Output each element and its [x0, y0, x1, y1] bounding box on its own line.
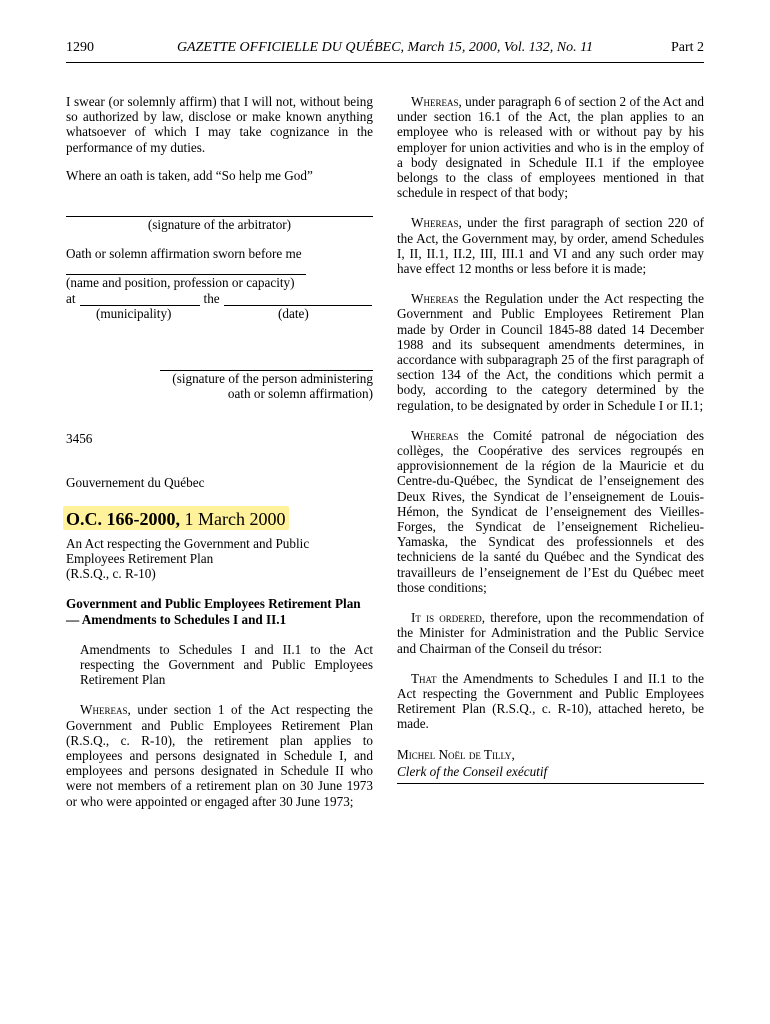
person-signature-caption-1: (signature of the person administering	[172, 371, 373, 387]
whereas-lead-4: Whereas	[411, 291, 459, 307]
document-number: 3456	[66, 431, 93, 447]
clerk-name: Michel Noël de Tilly,	[397, 746, 515, 762]
page-header	[66, 40, 704, 60]
that-text: the Amendments to Schedules I and II.1 to the Act respecting the Government and Public Employees Retirement Plan (R.S.Q., c. R-10), attached hereto, be made.	[397, 670, 704, 732]
municipality-caption: (municipality)	[96, 305, 172, 321]
person-signature-line	[160, 357, 373, 371]
that-lead: That	[411, 670, 437, 686]
oc-number: O.C. 166-2000,	[66, 508, 180, 529]
it-is-ordered-paragraph	[397, 610, 704, 656]
person-signature-block	[160, 357, 373, 401]
order-in-council-heading	[63, 506, 289, 530]
header-rule	[66, 62, 704, 63]
at-label: at	[66, 290, 76, 306]
regulation-title: Government and Public Employees Retirement Plan — Amendments to Schedules I and II.1	[66, 596, 361, 627]
gazette-title: GAZETTE OFFICIELLE DU QUÉBEC, March 15, 2000, Vol. 132, No. 11	[176, 40, 594, 55]
sworn-before: Oath or solemn affirmation sworn before me	[66, 246, 302, 262]
whereas-text-3: , under the first paragraph of section 220 of the Act, the Government may, by order, amend Schedules I, II, II.1, II.2, III, III.1 and VI and any such order may have effect 12 months or less before it is made;	[397, 215, 704, 277]
arbitrator-signature-caption: (signature of the arbitrator)	[147, 217, 292, 233]
that-paragraph	[397, 671, 704, 732]
left-column	[66, 94, 373, 822]
oc-date: 1 March 2000	[180, 508, 286, 529]
whereas-lead-3: Whereas	[411, 215, 459, 231]
name-position-line	[66, 261, 306, 275]
date-line	[224, 292, 372, 306]
whereas-paragraph-1	[66, 702, 373, 808]
whereas-paragraph-3	[397, 215, 704, 276]
clerk-title: Clerk of the Conseil exécutif	[397, 763, 548, 779]
government-name: Gouvernement du Québec	[66, 474, 205, 490]
whereas-lead-5: Whereas	[411, 427, 459, 443]
whereas-text-1: , under section 1 of the Act respecting the Government and Public Employees Retirement Plan (R.S.Q., c. R-10), the retirement plan applies to employees and persons designated in Schedule I, and employees and persons designated in Schedule II who were not members of a retirement plan on 30 June 1973 or who were appointed or engaged after 30 June 1973;	[66, 702, 373, 809]
clerk-signature-block	[397, 747, 704, 784]
whereas-text-5: the Comité patronal de négociation des collèges, the Coopérative des services regroupés en approvisionnement de la région de la Mauricie et du Centre-du-Québec, the Syndicat de l’enseignement des Deux Rives, the Syndicat de l’enseignement de Louis-Hémon, the Syndicat de l’enseignement des Vieilles-Forges, the Syndicat de l’enseignement Richelieu-Yamaska, the Syndicat des professionnels et des techniciens de la santé du Québec and the Syndicat des travailleurs de l’enseignement de l’Est du Québec meet those conditions;	[397, 427, 704, 595]
whereas-text-4: the Regulation under the Act respecting the Government and Public Employees Retirement Plan made by Order in Council 1845-88 dated 14 December 1988 and its subsequent amendments determines, in accordance with subparagraph 25 of the first paragraph of section 134 of the Act, the conditions which permit a body, according to the category determined by the regulation, to be designated by order in Schedule I or II.1;	[397, 291, 704, 413]
at-the-captions	[66, 306, 373, 321]
whereas-paragraph-5	[397, 428, 704, 595]
act-line-2: Employees Retirement Plan	[66, 551, 214, 567]
whereas-text-2: , under paragraph 6 of section 2 of the Act and under section 16.1 of the Act, the plan applies to an employee who is released with or without pay by his employer for union activities and who is in the employ of a body designated in Schedule II.1 if the employee belongs to the class of employees mentioned in that schedule in respect of that body;	[397, 94, 704, 201]
right-column	[397, 94, 704, 784]
whereas-lead-1: Whereas	[80, 702, 128, 718]
page-number: 1290	[66, 40, 94, 55]
person-signature-caption-2: oath or solemn affirmation)	[227, 386, 373, 402]
act-line-3: (R.S.Q., c. R-10)	[66, 566, 156, 582]
oath-god-note: Where an oath is taken, add “So help me God”	[66, 167, 313, 183]
name-position-caption: (name and position, profession or capacity)	[66, 275, 295, 291]
municipality-line	[80, 292, 200, 306]
whereas-lead-2: Whereas	[411, 94, 459, 109]
it-is-ordered-lead: It is ordered	[411, 610, 482, 626]
it-is-ordered-text: , therefore, upon the recommendation of the Minister for Administration and the Public Service and Chairman of the Conseil du trésor:	[397, 610, 704, 656]
arbitrator-signature-line	[66, 203, 373, 217]
whereas-paragraph-2	[397, 94, 704, 200]
oath-text: I swear (or solemnly affirm) that I will not, without being so authorized by law, disclose or make known anything whatsoever of which I may take cognizance in the performance of my duties.	[66, 94, 373, 155]
part-label: Part 2	[670, 40, 704, 55]
date-caption: (date)	[278, 305, 309, 321]
the-label: the	[203, 290, 220, 306]
whereas-paragraph-4	[397, 291, 704, 413]
amendments-summary: Amendments to Schedules I and II.1 to the Act respecting the Government and Public Employees Retirement Plan	[80, 641, 373, 688]
at-the-line	[66, 291, 373, 306]
act-line-1: An Act respecting the Government and Public	[66, 535, 310, 551]
